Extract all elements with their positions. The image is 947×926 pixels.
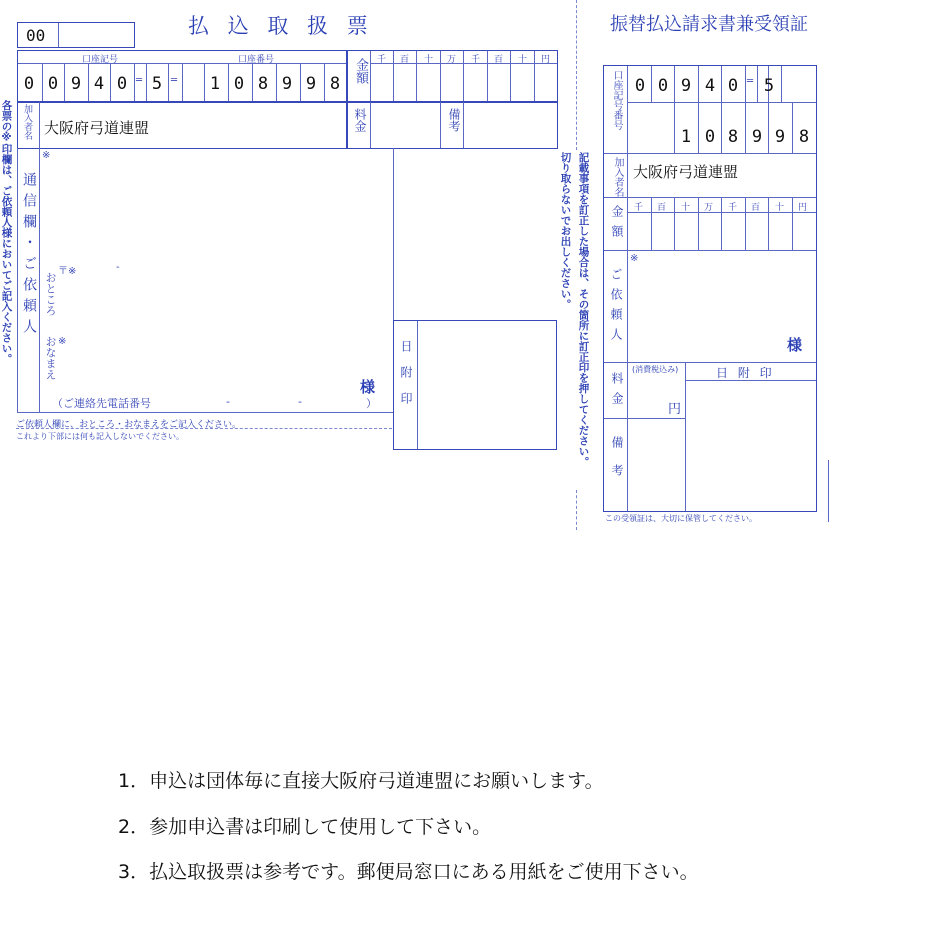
note-item: 2．参加申込書は印刷して使用して下さい。 — [118, 816, 492, 838]
amount-unit: 十 — [518, 55, 528, 65]
side-left-text: 各票の※印欄は、ご依頼人様においてご記入ください。 — [0, 100, 13, 364]
account-symbol-label: 口座記号 — [82, 55, 119, 65]
right-amount-unit: 十 — [681, 203, 691, 213]
right-fee-label: 料金 — [610, 372, 624, 412]
right-yen: 円 — [668, 402, 682, 417]
right-amount-unit: 円 — [798, 203, 808, 213]
side-correct-text: 記載事項を訂正した場合は、その箇所に訂正印を押してください。 — [577, 152, 590, 467]
amount-unit: 万 — [447, 55, 457, 65]
account-number-digit: 9 — [305, 74, 317, 94]
amount-unit: 百 — [400, 55, 410, 65]
right-subscriber-label: 加入者名 — [612, 157, 623, 197]
account-symbol-digit: 5 — [151, 74, 163, 94]
sama-label: 様 — [360, 378, 376, 396]
phone-label: （ご連絡先電話番号 — [52, 397, 151, 410]
right-account-symbol-digit: 0 — [657, 76, 669, 96]
subscriber-name: 大阪府弓道連盟 — [44, 119, 150, 137]
right-account-symbol-digit: 5 — [763, 76, 775, 96]
right-account-number-digit: 9 — [751, 127, 763, 147]
right-account-number-digit: 9 — [774, 127, 786, 147]
right-account-number-digit: 8 — [798, 127, 810, 147]
right-account-symbol-digit: 4 — [704, 76, 716, 96]
right-tax-label: (消費税込み) — [632, 365, 679, 374]
right-amount-label: 金額 — [610, 205, 624, 245]
cut-line — [576, 0, 577, 150]
amount-label: 金額 — [353, 58, 368, 84]
account-number-digit: 8 — [257, 74, 269, 94]
date-stamp-label: 日附印 — [399, 340, 413, 418]
right-form-title: 振替払込請求書兼受領証 — [610, 14, 808, 35]
subscriber-label: 加入者名 — [22, 104, 32, 140]
right-sama: 様 — [787, 336, 803, 354]
account-number-digit: 9 — [281, 74, 293, 94]
right-requester-label: ご依頼人 — [609, 268, 623, 348]
right-amount-unit: 万 — [704, 203, 714, 213]
account-symbol-digit: 0 — [116, 74, 128, 94]
right-account-symbol-digit: 9 — [680, 76, 692, 96]
right-amount-unit: 百 — [657, 203, 667, 213]
left-form-title: 払 込 取 扱 票 — [188, 14, 374, 38]
note-item: 3．払込取扱票は参考です。郵便局窓口にある用紙をご使用下さい。 — [118, 861, 699, 883]
correspondence-label: 通信欄・ご依頼人 — [21, 172, 37, 340]
right-account-number-digit: 8 — [727, 127, 739, 147]
amount-unit: 千 — [377, 55, 387, 65]
correspondence-area — [17, 148, 394, 413]
right-account-label: 口座記号番号 — [611, 70, 622, 130]
account-symbol-digit: 0 — [47, 74, 59, 94]
note-item: 1．申込は団体毎に直接大阪府弓道連盟にお願いします。 — [118, 770, 604, 792]
phone-close: ） — [366, 397, 377, 410]
account-symbol-digit: 0 — [23, 74, 35, 94]
name-label: おなまえ — [44, 336, 57, 380]
right-account-symbol-digit: 0 — [634, 76, 646, 96]
footer-note-2: これより下部には何も記入しないでください。 — [16, 432, 184, 441]
right-subscriber-name: 大阪府弓道連盟 — [633, 163, 739, 181]
amount-unit: 円 — [541, 55, 551, 65]
right-amount-unit: 百 — [751, 203, 761, 213]
footer-note-1: ご依頼人欄に、おところ・おなまえをご記入ください。 — [16, 420, 242, 430]
account-number-digit: 1 — [209, 74, 221, 94]
remarks-label: 備考 — [447, 108, 461, 132]
top-code: 00 — [26, 26, 46, 45]
account-number-digit: 0 — [233, 74, 245, 94]
right-footer-note: この受領証は、大切に保管してください。 — [605, 514, 757, 523]
right-amount-unit: 千 — [728, 203, 738, 213]
right-account-number-digit: 1 — [680, 127, 692, 147]
account-symbol-digit: 4 — [93, 74, 105, 94]
right-account-symbol-digit: 0 — [727, 76, 739, 96]
postal-mark: 〒※ — [58, 266, 77, 277]
account-number-digit: 8 — [329, 74, 341, 94]
amount-unit: 十 — [424, 55, 434, 65]
right-remarks-label: 備考 — [610, 436, 624, 492]
right-amount-unit: 十 — [775, 203, 785, 213]
right-account-number-digit: 0 — [704, 127, 716, 147]
address-label: おところ — [44, 272, 57, 316]
account-symbol-digit: 9 — [70, 74, 82, 94]
right-date-stamp-label: 日 附 印 — [716, 366, 775, 380]
side-cut-text: 切り取らないでお出しください。 — [559, 152, 572, 310]
amount-unit: 百 — [494, 55, 504, 65]
account-number-label: 口座番号 — [238, 55, 275, 65]
fee-label: 料金 — [353, 108, 367, 132]
right-amount-unit: 千 — [634, 203, 644, 213]
amount-unit: 千 — [471, 55, 481, 65]
